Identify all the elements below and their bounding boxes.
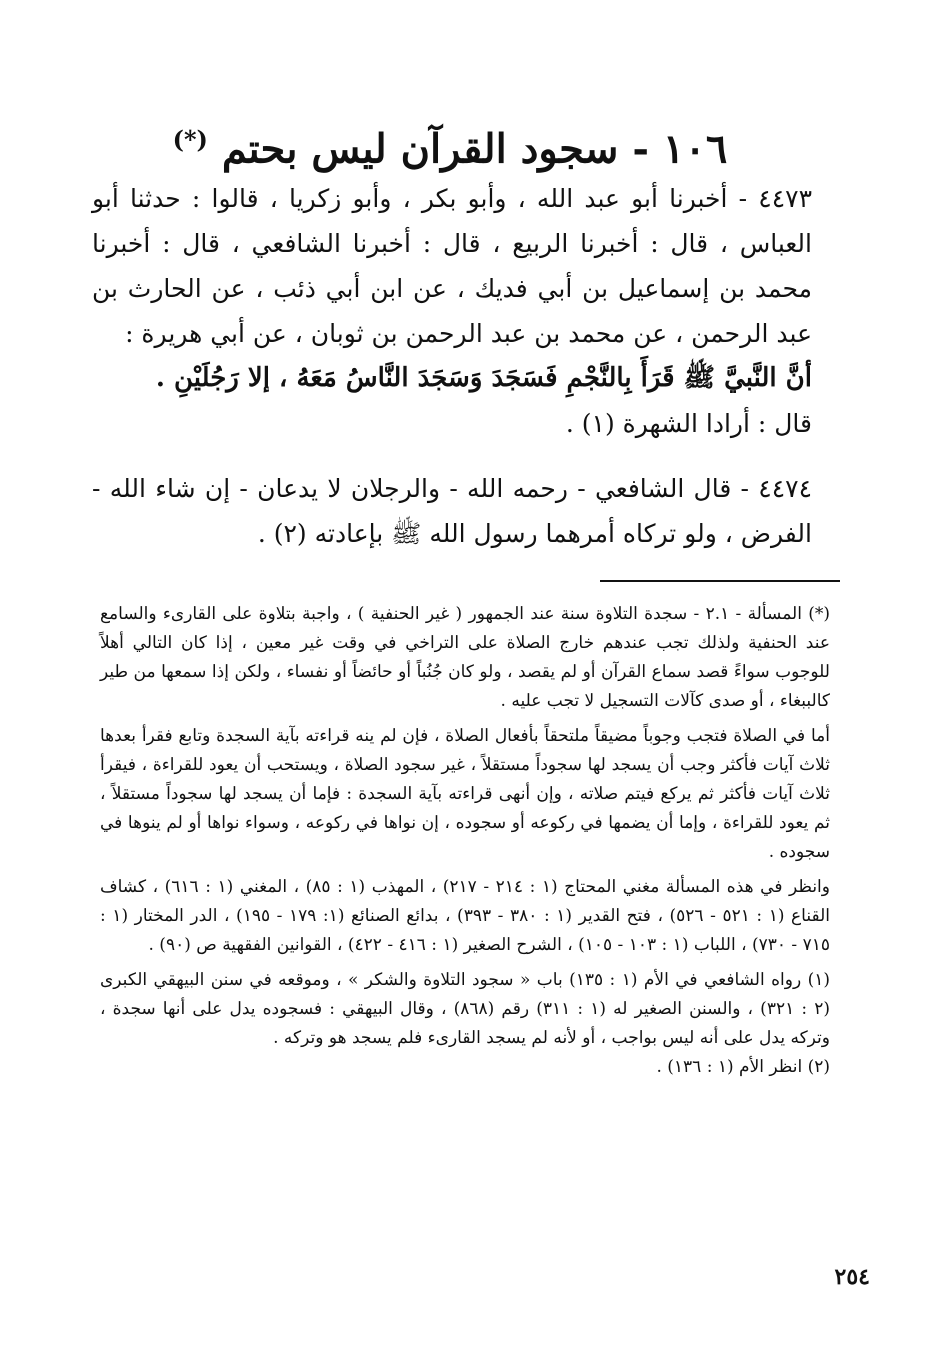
footnote-1: (١) رواه الشافعي في الأم (١ : ١٣٥) باب « سجود التلاوة والشكر » ، وموقعه في سنن البيهقي الكبرى (٢ : ٣٢١) ، والسنن الصغير له (١ : ٣١١) رقم (٨٦٨) ، وقال البيهقي : فسجوده يدل على أنها سجدة ، وتركه يدل على أنه ليس بواجب ، أو لأنه لم يسجد القارىء فلم يسجد هو وتركه . — [100, 970, 830, 1048]
footnotes — [100, 600, 860, 1082]
footnote-star-p3: وانظر في هذه المسألة مغني المحتاج (١ : ٢١٤ - ٢١٧) ، المهذب (١ : ٨٥) ، المغني (١ : ٦١٦) ، كشاف القناع (١ : ٥٢١ - ٥٢٦) ، فتح القدير (١ : ٣٨٠ - ٣٩٣) ، بدائع الصنائع (١: ١٧٩ - ١٩٥) ، الدر المختار (١ : ٧١٥ - ٧٣٠) ، اللباب (١ : ١٠٣ - ١٠٥) ، الشرح الصغير (١ : ٤١٦ - ٤٢٢) ، القوانين الفقهية ص (٩٠) . — [100, 877, 830, 955]
heading-footnote-mark: (*) — [172, 125, 208, 154]
hadith-4474 — [92, 466, 852, 556]
chapter-heading — [150, 112, 750, 177]
hadith-4473-matn: أنَّ النَّبيَّ ﷺ قَرَأَ بِالنَّجْمِ فَسَجَدَ وَسَجَدَ النَّاسُ مَعَهُ ، إلا رَجُلَيْنِ . — [155, 363, 812, 393]
hadith-4473-qala: قال : أرادا الشهرة (١) . — [565, 409, 812, 438]
page-number: ٢٥٤ — [834, 1264, 870, 1290]
hadith-4473 — [92, 176, 852, 446]
footnote-2: (٢) انظر الأم (١ : ١٣٦) . — [656, 1057, 830, 1077]
chapter-heading-text: ١٠٦ - سجود القرآن ليس بحتم — [221, 125, 728, 173]
hadith-4473-isnad: ٤٤٧٣ - أخبرنا أبو عبد الله ، وأبو بكر ، وأبو زكريا ، قالوا : حدثنا أبو العباس ، قال : أخبرنا الربيع ، قال : أخبرنا الشافعي ، قال : أخبرنا محمد بن إسماعيل بن أبي فديك ، عن ابن أبي ذئب ، عن الحارث بن عبد الرحمن ، عن محمد بن عبد الرحمن بن ثوبان ، عن أبي هريرة : — [92, 184, 812, 348]
hadith-4474-text: ٤٤٧٤ - قال الشافعي - رحمه الله - والرجلان لا يدعان - إن شاء الله - الفرض ، ولو تركاه أمرهما رسول الله ﷺ بإعادته (٢) . — [92, 474, 812, 548]
footnote-star-p1: (*) المسألة - ٢.١ - سجدة التلاوة سنة عند الجمهور ( غير الحنفية ) ، واجبة بتلاوة على القارىء والسامع عند الحنفية ولذلك تجب عندهم خارج الصلاة على التراخي في وقت غير معين ، إذا كان التالي أهلاً للوجوب سواءً قصد سماع القرآن أو لم يقصد ، ولو كان جُنُباً أو حائضاً أو نفساء ، ولكن إذا سمعها من طير كالببغاء ، أو صدى كآلات التسجيل لا تجب عليه . — [100, 604, 830, 711]
footnote-star-p2: أما في الصلاة فتجب وجوباً مضيقاً ملتحقاً بأفعال الصلاة ، فإن لم ينه قراءته بآية السجدة وتابع فقرأ بعدها ثلاث آيات فأكثر وجب أن يسجد لها سجوداً مستقلاً ، غير سجود الصلاة ، ويستحب أن يعود للقراءة ، فيقرأ ثلاث آيات فأكثر ثم يركع فيتم صلاته ، وإن أنهى قراءته بآية السجدة : فإما أن يسجد لها سجوداً مستقلاً ، ثم يعود للقراءة ، وإما أن يضمها في ركوعه أو سجوده ، إن نواها في ركوعه ، وسواء نواها أو لم ينوها في سجوده . — [100, 726, 830, 862]
footnote-separator — [600, 580, 840, 582]
